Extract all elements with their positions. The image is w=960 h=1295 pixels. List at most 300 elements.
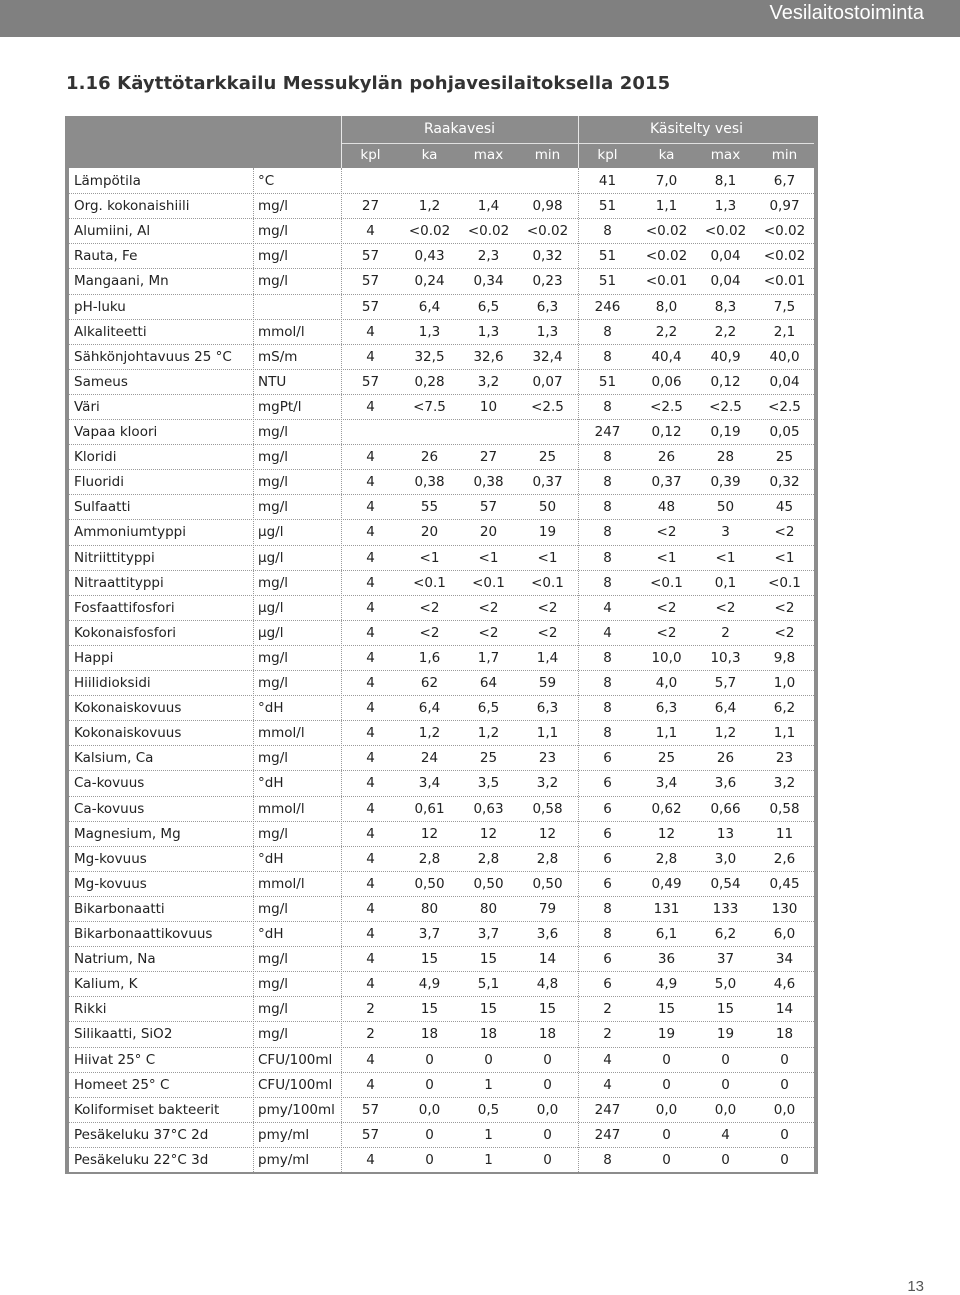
- table-cell: 1,3: [714, 198, 737, 215]
- table-cell: <2: [478, 599, 499, 616]
- table-cell: 57: [361, 248, 380, 265]
- table-cell: 0: [780, 1151, 789, 1168]
- table-cell: 0,23: [532, 273, 563, 290]
- table-cell: 3: [721, 524, 730, 541]
- section-title: Vesilaitostoiminta: [769, 2, 924, 24]
- table-cell: 0: [721, 1051, 730, 1068]
- table-cell: 4: [366, 624, 375, 641]
- table-cell: 15: [420, 1001, 439, 1018]
- parameter-name: Magnesium, Mg: [74, 825, 181, 842]
- row-separator: [69, 595, 814, 596]
- table-cell: 4: [366, 976, 375, 993]
- table-cell: 25: [538, 449, 557, 466]
- table-cell: 50: [716, 499, 735, 516]
- table-cell: 2: [366, 1026, 375, 1043]
- table-cell: <2: [774, 624, 795, 641]
- table-cell: 4: [603, 599, 612, 616]
- table-cell: 0,12: [710, 373, 741, 390]
- table-cell: 15: [420, 951, 439, 968]
- column-header-max-treated: max: [710, 147, 741, 163]
- parameter-name: Alkaliteetti: [74, 323, 147, 340]
- parameter-unit: mg/l: [258, 675, 289, 691]
- table-cell: 131: [653, 900, 680, 917]
- row-separator: [69, 1097, 814, 1098]
- table-cell: 8: [603, 649, 612, 666]
- parameter-unit: µg/l: [258, 524, 284, 541]
- table-cell: 27: [361, 198, 380, 215]
- row-separator: [69, 1047, 814, 1048]
- table-row: [69, 294, 814, 319]
- row-separator: [69, 243, 814, 244]
- parameter-name: Natrium, Na: [74, 951, 156, 968]
- table-cell: 3,2: [477, 373, 500, 390]
- table-cell: <2: [656, 599, 677, 616]
- page-title: 1.16 Käyttötarkkailu Messukylän pohjavesilaitoksella 2015: [66, 73, 671, 94]
- table-cell: <0.01: [645, 273, 688, 290]
- parameter-name: pH-luku: [74, 298, 126, 315]
- table-cell: 1,1: [655, 198, 678, 215]
- table-cell: 18: [479, 1026, 498, 1043]
- table-cell: 51: [598, 248, 617, 265]
- row-separator: [69, 620, 814, 621]
- table-cell: 0: [425, 1126, 434, 1143]
- column-header-kpl-raw: kpl: [360, 147, 381, 163]
- table-cell: 32,6: [473, 348, 504, 365]
- table-cell: 0,50: [414, 875, 445, 892]
- row-separator: [69, 394, 814, 395]
- row-separator: [69, 770, 814, 771]
- table-cell: 18: [775, 1026, 794, 1043]
- table-cell: 2,8: [536, 850, 559, 867]
- table-cell: 1: [484, 1126, 493, 1143]
- parameter-unit: µg/l: [258, 549, 284, 566]
- table-cell: 0,5: [477, 1101, 500, 1118]
- table-cell: 6,5: [477, 700, 500, 717]
- table-cell: <0.02: [763, 223, 806, 240]
- parameter-unit: mg/l: [258, 825, 289, 842]
- table-cell: 15: [657, 1001, 676, 1018]
- row-separator: [69, 645, 814, 646]
- table-cell: 0,61: [414, 800, 445, 817]
- table-cell: 4: [366, 223, 375, 240]
- table-cell: 25: [479, 750, 498, 767]
- table-row: [69, 344, 814, 369]
- table-cell: 6: [603, 825, 612, 842]
- table-cell: 0,12: [651, 424, 682, 440]
- table-cell: 3,6: [714, 775, 737, 792]
- parameter-name: Pesäkeluku 22°C 3d: [74, 1151, 209, 1168]
- table-cell: 4: [366, 675, 375, 691]
- row-separator: [69, 519, 814, 520]
- table-cell: 8,0: [655, 298, 678, 315]
- table-cell: 0: [543, 1076, 552, 1093]
- table-cell: 37: [716, 951, 735, 968]
- page-number: 13: [907, 1278, 924, 1295]
- table-cell: 4: [366, 474, 375, 491]
- table-cell: 0,0: [714, 1101, 737, 1118]
- row-separator: [69, 193, 814, 194]
- header-bar: [0, 0, 960, 37]
- table-cell: 2,8: [477, 850, 500, 867]
- table-row: [69, 1072, 814, 1097]
- table-cell: <2: [419, 624, 440, 641]
- table-cell: 0,0: [655, 1101, 678, 1118]
- table-cell: 13: [716, 825, 735, 842]
- parameter-unit: mg/l: [258, 750, 289, 767]
- parameter-unit: mg/l: [258, 951, 289, 968]
- parameter-name: Pesäkeluku 37°C 2d: [74, 1126, 209, 1143]
- table-cell: 57: [361, 1101, 380, 1118]
- table-cell: <2: [478, 624, 499, 641]
- table-cell: 4: [366, 449, 375, 466]
- table-cell: 0,97: [769, 198, 800, 215]
- table-cell: <2: [774, 599, 795, 616]
- table-cell: <0.02: [645, 223, 688, 240]
- table-cell: 10,0: [651, 649, 682, 666]
- column-separator: [341, 168, 342, 1172]
- table-cell: 4: [366, 825, 375, 842]
- table-cell: 2,8: [418, 850, 441, 867]
- table-row: [69, 1122, 814, 1147]
- table-cell: 4: [366, 951, 375, 968]
- table-cell: 0,62: [651, 800, 682, 817]
- parameter-name: Ca-kovuus: [74, 800, 145, 817]
- table-row: [69, 971, 814, 996]
- table-row: [69, 1021, 814, 1046]
- table-cell: 0: [543, 1151, 552, 1168]
- table-row: [69, 1097, 814, 1122]
- parameter-name: Nitraattityppi: [74, 574, 164, 591]
- table-row: [69, 821, 814, 846]
- row-separator: [69, 745, 814, 746]
- table-cell: 247: [594, 1126, 621, 1143]
- table-cell: 9,8: [773, 649, 796, 666]
- table-cell: 4: [366, 649, 375, 666]
- table-cell: 1,1: [773, 725, 796, 742]
- parameter-unit: mS/m: [258, 348, 298, 365]
- parameter-name: Happi: [74, 649, 114, 666]
- table-cell: 26: [420, 449, 439, 466]
- table-cell: 8: [603, 926, 612, 942]
- parameter-unit: mg/l: [258, 273, 289, 290]
- table-cell: 0,66: [710, 800, 741, 817]
- table-cell: 10: [479, 398, 498, 415]
- parameter-unit: mg/l: [258, 248, 289, 265]
- column-separator: [578, 168, 579, 1172]
- group-header-raw: Raakavesi: [423, 121, 496, 137]
- parameter-name: Kokonaisfosfori: [74, 624, 177, 641]
- parameter-name: Kokonaiskovuus: [74, 725, 182, 742]
- table-cell: <2: [656, 624, 677, 641]
- table-cell: 3,5: [477, 775, 500, 792]
- table-cell: 26: [716, 750, 735, 767]
- table-cell: 6,0: [773, 926, 796, 942]
- table-cell: 40,0: [769, 348, 800, 365]
- row-separator: [69, 419, 814, 420]
- table-cell: 0,58: [769, 800, 800, 817]
- table-cell: 40,9: [710, 348, 741, 365]
- parameter-name: Nitriittityppi: [74, 549, 155, 566]
- table-cell: 4: [366, 875, 375, 892]
- table-cell: 8: [603, 474, 612, 491]
- table-row: [69, 695, 814, 720]
- table-cell: 1,4: [477, 198, 500, 215]
- table-cell: 4: [366, 1051, 375, 1068]
- table-cell: 19: [657, 1026, 676, 1043]
- row-separator: [69, 268, 814, 269]
- row-separator: [69, 1122, 814, 1123]
- table-cell: 51: [598, 373, 617, 390]
- parameter-unit: mg/l: [258, 649, 289, 666]
- row-separator: [69, 369, 814, 370]
- table-cell: 4,8: [536, 976, 559, 993]
- table-cell: 3,7: [418, 926, 441, 942]
- parameter-name: Väri: [74, 398, 100, 415]
- table-cell: 6,5: [477, 298, 500, 315]
- parameter-unit: mg/l: [258, 198, 289, 215]
- table-cell: 0: [425, 1051, 434, 1068]
- table-row: [69, 796, 814, 821]
- table-cell: 79: [538, 900, 557, 917]
- table-cell: 8: [603, 323, 612, 340]
- table-cell: 0: [662, 1051, 671, 1068]
- parameter-unit: °C: [258, 173, 275, 189]
- table-cell: 0,38: [414, 474, 445, 491]
- table-cell: <7.5: [413, 398, 446, 415]
- table-cell: 1: [484, 1151, 493, 1168]
- table-row: [69, 570, 814, 595]
- table-cell: 6,3: [536, 700, 559, 717]
- row-separator: [69, 996, 814, 997]
- table-cell: 4: [366, 1076, 375, 1093]
- table-row: [69, 444, 814, 469]
- parameter-name: Sulfaatti: [74, 499, 131, 516]
- table-cell: 247: [594, 424, 621, 440]
- table-cell: 55: [420, 499, 439, 516]
- table-cell: 34: [775, 951, 794, 968]
- parameter-unit: mgPt/l: [258, 398, 302, 415]
- row-separator: [69, 695, 814, 696]
- parameter-unit: mg/l: [258, 424, 289, 440]
- parameter-name: Alumiini, Al: [74, 223, 151, 240]
- table-cell: 8: [603, 524, 612, 541]
- parameter-unit: CFU/100ml: [258, 1051, 333, 1068]
- row-separator: [69, 494, 814, 495]
- table-cell: 0,54: [710, 875, 741, 892]
- row-separator: [69, 319, 814, 320]
- table-cell: <2: [774, 524, 795, 541]
- parameter-unit: CFU/100ml: [258, 1076, 333, 1093]
- table-cell: 0,06: [651, 373, 682, 390]
- parameter-name: Bikarbonaattikovuus: [74, 926, 213, 942]
- table-cell: 4: [366, 700, 375, 717]
- table-cell: 0,0: [773, 1101, 796, 1118]
- table-cell: 57: [361, 373, 380, 390]
- column-header-ka-treated: ka: [658, 147, 675, 163]
- table-cell: 8: [603, 549, 612, 566]
- table-cell: 6,4: [418, 298, 441, 315]
- table-cell: 6: [603, 951, 612, 968]
- table-cell: 6,2: [773, 700, 796, 717]
- table-cell: 0,1: [714, 574, 737, 591]
- parameter-unit: pmy/100ml: [258, 1101, 335, 1118]
- parameter-name: Kloridi: [74, 449, 117, 466]
- table-cell: 4: [366, 599, 375, 616]
- table-row: [69, 469, 814, 494]
- table-cell: 27: [479, 449, 498, 466]
- table-cell: 1,2: [714, 725, 737, 742]
- parameter-name: Vapaa kloori: [74, 424, 158, 440]
- row-separator: [69, 1021, 814, 1022]
- table-cell: 4: [366, 850, 375, 867]
- table-cell: 0,43: [414, 248, 445, 265]
- table-cell: 0: [780, 1076, 789, 1093]
- table-cell: 4: [603, 1051, 612, 1068]
- table-cell: 0,98: [532, 198, 563, 215]
- parameter-name: Ca-kovuus: [74, 775, 145, 792]
- table-cell: 1,3: [418, 323, 441, 340]
- table-cell: 32,4: [532, 348, 563, 365]
- column-header-kpl-treated: kpl: [597, 147, 618, 163]
- table-cell: 12: [538, 825, 557, 842]
- parameter-unit: mg/l: [258, 1026, 289, 1043]
- table-cell: 0,45: [769, 875, 800, 892]
- row-separator: [69, 469, 814, 470]
- table-body: [69, 168, 814, 1172]
- parameter-unit: °dH: [258, 850, 284, 867]
- table-cell: 80: [479, 900, 498, 917]
- table-cell: 12: [479, 825, 498, 842]
- table-cell: 4,9: [418, 976, 441, 993]
- table-cell: 2: [603, 1001, 612, 1018]
- table-cell: 0,50: [532, 875, 563, 892]
- table-row: [69, 645, 814, 670]
- table-row: [69, 369, 814, 394]
- table-cell: <0.02: [704, 223, 747, 240]
- table-cell: 7,5: [773, 298, 796, 315]
- table-cell: 1: [484, 1076, 493, 1093]
- row-separator: [69, 946, 814, 947]
- table-cell: 64: [479, 675, 498, 691]
- table-cell: 1,3: [477, 323, 500, 340]
- row-separator: [69, 720, 814, 721]
- table-row: [69, 595, 814, 620]
- table-cell: 3,7: [477, 926, 500, 942]
- table-row: [69, 670, 814, 695]
- table-cell: 0: [662, 1151, 671, 1168]
- row-separator: [69, 846, 814, 847]
- table-cell: 247: [594, 1101, 621, 1118]
- table-cell: 0,28: [414, 373, 445, 390]
- table-cell: 2,2: [714, 323, 737, 340]
- table-cell: 0,19: [710, 424, 741, 440]
- parameter-unit: °dH: [258, 775, 284, 792]
- table-cell: 8: [603, 725, 612, 742]
- table-cell: 15: [538, 1001, 557, 1018]
- table-cell: 18: [420, 1026, 439, 1043]
- table-cell: 0: [780, 1126, 789, 1143]
- table-cell: 4: [366, 574, 375, 591]
- table-cell: <0.02: [526, 223, 569, 240]
- table-cell: 4: [366, 323, 375, 340]
- table-cell: <0.1: [413, 574, 446, 591]
- table-row: [69, 846, 814, 871]
- table-cell: 2,1: [773, 323, 796, 340]
- table-cell: 57: [479, 499, 498, 516]
- table-cell: 18: [538, 1026, 557, 1043]
- table-cell: 4: [366, 549, 375, 566]
- parameter-name: Lämpötila: [74, 173, 141, 189]
- table-row: [69, 394, 814, 419]
- row-separator: [69, 871, 814, 872]
- data-table: [65, 116, 818, 1174]
- table-cell: 3,0: [714, 850, 737, 867]
- table-row: [69, 218, 814, 243]
- table-cell: 3,4: [655, 775, 678, 792]
- column-separator: [253, 168, 254, 1172]
- table-row: [69, 896, 814, 921]
- table-cell: 0,58: [532, 800, 563, 817]
- table-row: [69, 770, 814, 795]
- table-cell: <0.02: [645, 248, 688, 265]
- table-cell: 0,07: [532, 373, 563, 390]
- table-cell: 36: [657, 951, 676, 968]
- table-cell: 0,04: [710, 273, 741, 290]
- table-cell: 19: [716, 1026, 735, 1043]
- table-row: [69, 545, 814, 570]
- table-cell: 5,0: [714, 976, 737, 993]
- parameter-name: Mangaani, Mn: [74, 273, 169, 290]
- table-row: [69, 494, 814, 519]
- table-cell: 8: [603, 700, 612, 717]
- table-cell: <1: [656, 549, 677, 566]
- table-cell: 6: [603, 875, 612, 892]
- table-cell: 0: [662, 1126, 671, 1143]
- table-cell: 3,6: [536, 926, 559, 942]
- table-cell: <0.02: [763, 248, 806, 265]
- table-cell: 1,1: [655, 725, 678, 742]
- table-cell: 4,9: [655, 976, 678, 993]
- row-separator: [69, 796, 814, 797]
- column-header-min-raw: min: [534, 147, 561, 163]
- table-cell: 50: [538, 499, 557, 516]
- table-cell: 4: [366, 800, 375, 817]
- table-cell: 8,3: [714, 298, 737, 315]
- table-cell: 2,3: [477, 248, 500, 265]
- table-cell: 11: [775, 825, 794, 842]
- parameter-unit: °dH: [258, 926, 284, 942]
- table-cell: 0,32: [532, 248, 563, 265]
- table-cell: 4: [366, 1151, 375, 1168]
- parameter-name: Hiilidioksidi: [74, 675, 151, 691]
- table-cell: 8: [603, 900, 612, 917]
- parameter-unit: °dH: [258, 700, 284, 717]
- table-row: [69, 193, 814, 218]
- parameter-unit: mg/l: [258, 1001, 289, 1018]
- row-separator: [69, 921, 814, 922]
- table-cell: 133: [712, 900, 739, 917]
- table-cell: 0,32: [769, 474, 800, 491]
- parameter-name: Fluoridi: [74, 474, 124, 491]
- table-cell: 246: [594, 298, 621, 315]
- table-cell: <2: [537, 624, 558, 641]
- table-row: [69, 1147, 814, 1172]
- parameter-unit: µg/l: [258, 599, 284, 616]
- parameter-name: Kalsium, Ca: [74, 750, 154, 767]
- table-cell: 7,0: [655, 173, 678, 189]
- table-cell: 20: [420, 524, 439, 541]
- table-cell: 6,3: [536, 298, 559, 315]
